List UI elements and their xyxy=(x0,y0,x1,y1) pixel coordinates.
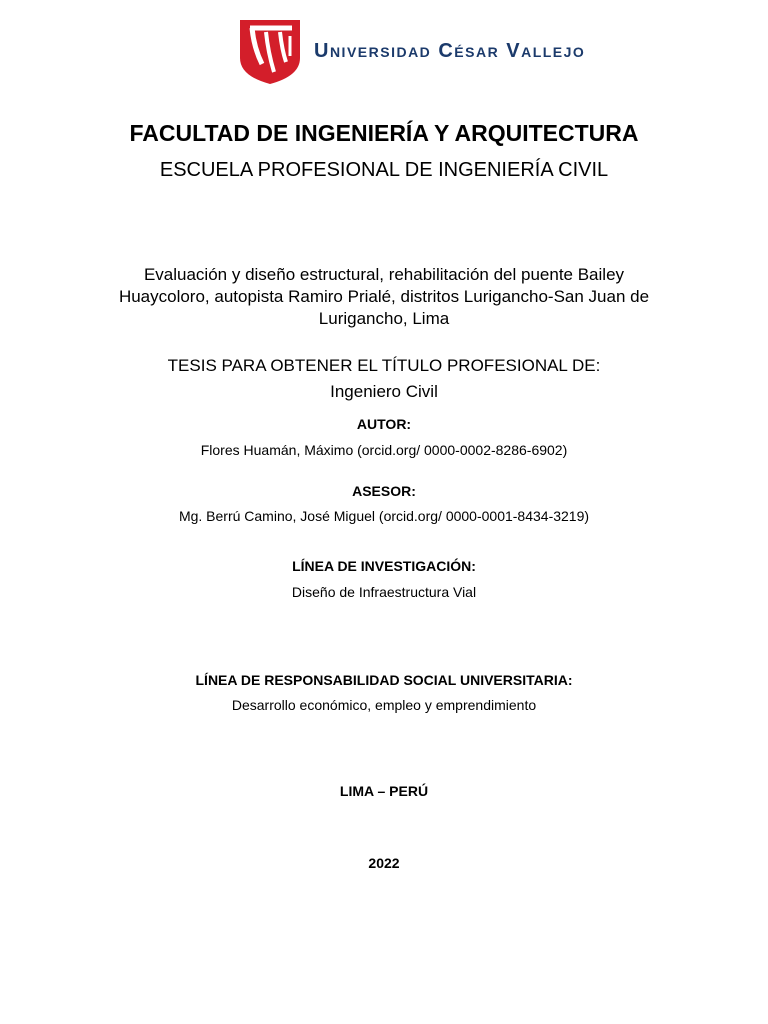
school-heading: ESCUELA PROFESIONAL DE INGENIERÍA CIVIL xyxy=(159,159,609,181)
advisor-label: ASESOR: xyxy=(352,483,416,499)
year-label: 2022 xyxy=(368,855,400,871)
author-value: Flores Huamán, Máximo (orcid.org/ 0000-0002-8286-6902) xyxy=(200,442,568,458)
place-label: LIMA – PERÚ xyxy=(339,783,429,799)
research-line-value: Diseño de Infraestructura Vial xyxy=(291,584,477,600)
thesis-title: Evaluación y diseño estructural, rehabilitación del puente Bailey Huaycoloro, autopista Ramiro Prialé, distritos Lurigancho-San Juan de Lurigancho, Lima xyxy=(118,265,650,328)
faculty-heading: FACULTAD DE INGENIERÍA Y ARQUITECTURA xyxy=(129,120,639,146)
social-line-value: Desarrollo económico, empleo y emprendimiento xyxy=(231,697,537,713)
university-logo xyxy=(238,18,586,88)
research-line-label: LÍNEA DE INVESTIGACIÓN: xyxy=(292,558,476,574)
university-name: Universidad César Vallejo xyxy=(314,40,586,62)
social-line-label: LÍNEA DE RESPONSABILIDAD SOCIAL UNIVERSITARIA: xyxy=(195,672,573,688)
author-label: AUTOR: xyxy=(356,416,412,432)
degree-heading: TESIS PARA OBTENER EL TÍTULO PROFESIONAL DE: xyxy=(167,356,601,375)
degree-name: Ingeniero Civil xyxy=(330,382,438,401)
ucv-shield-logo-icon xyxy=(238,18,302,86)
advisor-value: Mg. Berrú Camino, José Miguel (orcid.org/ 0000-0001-8434-3219) xyxy=(178,508,590,524)
